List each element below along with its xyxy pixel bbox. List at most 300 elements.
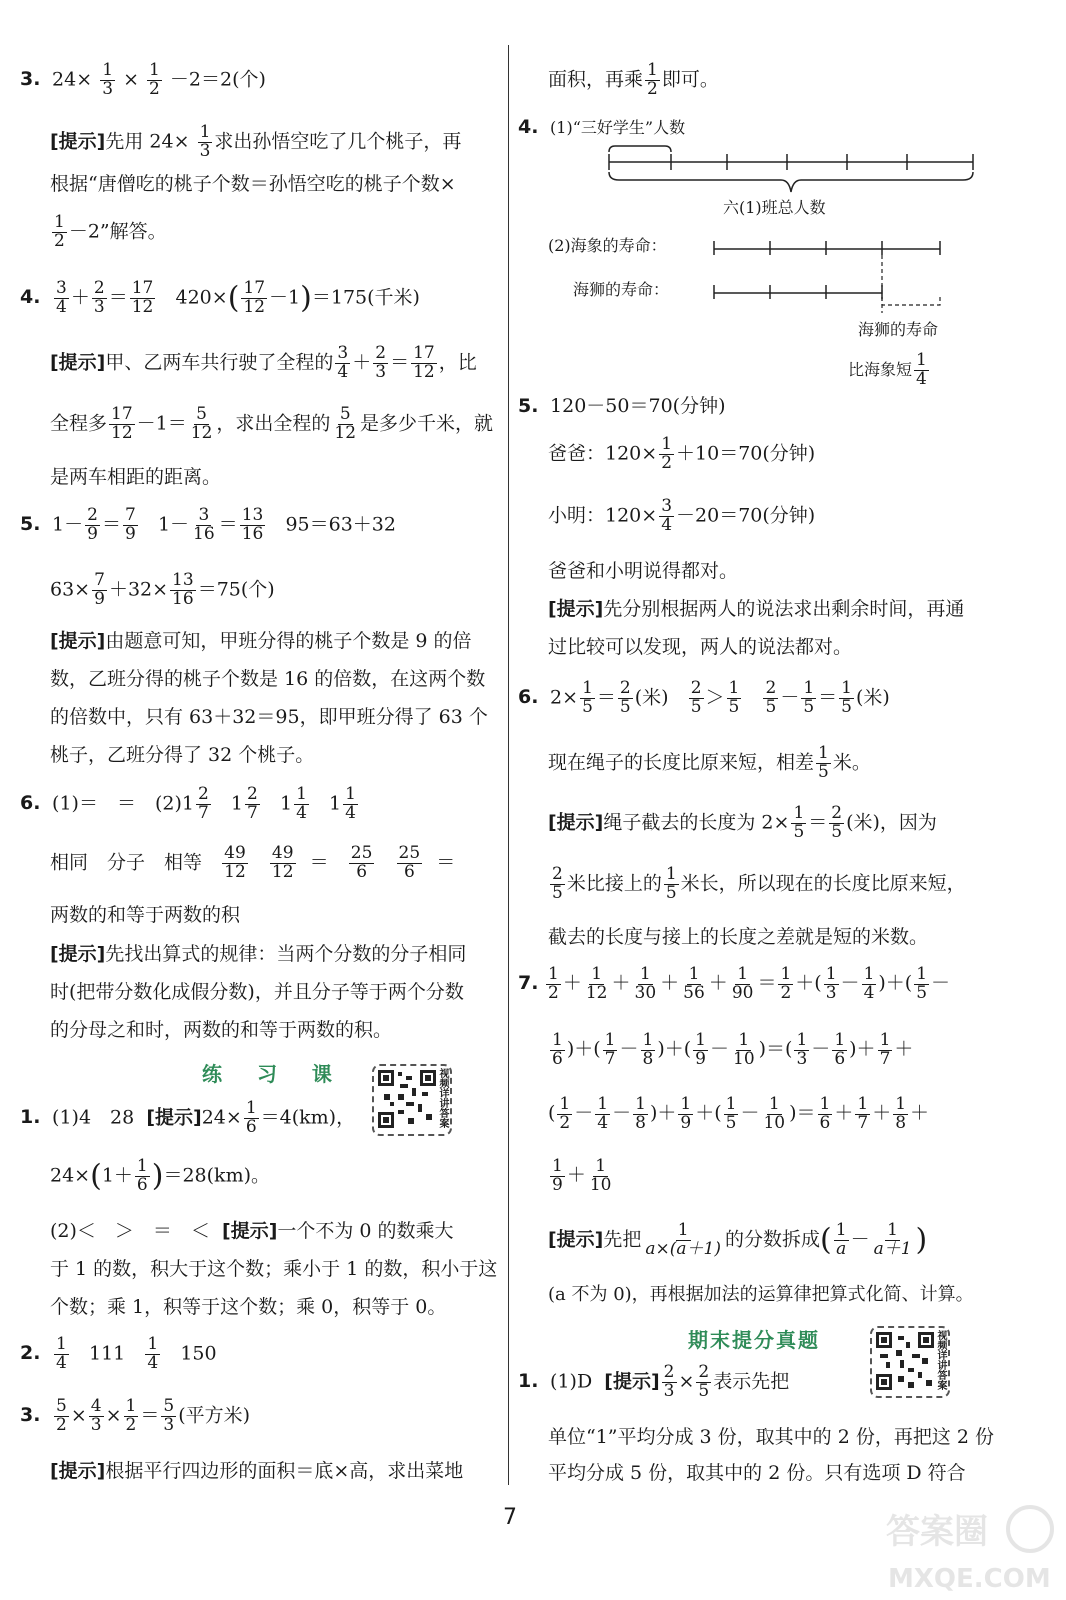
fraction: [109, 406, 135, 443]
fraction: [92, 280, 107, 317]
fraction: [222, 845, 248, 882]
num: 1: [647, 60, 658, 80]
num: 2: [690, 678, 702, 698]
num: 7: [124, 505, 136, 525]
operator-text: (: [548, 1102, 556, 1125]
num: 1: [725, 1094, 737, 1114]
tip-label: [提示]: [50, 351, 106, 374]
den: a＋1: [873, 1238, 912, 1259]
text: 相同 分子 相等: [50, 851, 203, 874]
fraction: [693, 1032, 708, 1069]
q4-tip-line1: [20, 345, 477, 382]
r-q6-number: 6.: [518, 686, 539, 709]
den: 4: [863, 982, 875, 1003]
q3-tip-line3: [20, 214, 167, 251]
den: 3: [663, 1380, 675, 1401]
practice-q1-line5: 个数；乘 1，积等于这个数；乘 0，积等于 0。: [50, 1296, 447, 1318]
practice-q2-line: [20, 1336, 217, 1373]
fraction: [245, 786, 260, 823]
fraction: [633, 966, 659, 1003]
den: 30: [634, 982, 657, 1003]
paren: ): [300, 280, 312, 316]
r-q7-number: 7.: [518, 972, 539, 995]
text: 先把: [603, 1228, 642, 1251]
final-q1-line: [518, 1364, 789, 1401]
practice-q1-line4: 于 1 的数，积大于这个数；乘小于 1 的数，积小于这: [50, 1258, 498, 1280]
den: 9: [680, 1112, 692, 1133]
den: 8: [642, 1048, 654, 1069]
fraction: [124, 1398, 139, 1435]
den: 3: [102, 78, 114, 99]
r-q4-line: [518, 118, 685, 137]
operator-text: －: [740, 1102, 760, 1125]
final-q1-number: 1.: [518, 1370, 539, 1393]
num: 1: [803, 678, 815, 698]
den: 5: [728, 696, 740, 717]
operator-text: )＝: [789, 1102, 816, 1125]
expression: [548, 1094, 930, 1133]
fraction: [145, 1336, 160, 1373]
text: 2×: [550, 686, 579, 709]
fraction: [85, 507, 100, 544]
den: 5: [552, 882, 563, 903]
num: 5: [163, 1396, 175, 1416]
qr-code-icon: [378, 1070, 436, 1128]
text: 1－: [52, 513, 84, 536]
den: 12: [190, 422, 213, 443]
fraction: [618, 680, 633, 717]
text: 根据平行四边形的面积＝底×高，求出菜地: [105, 1460, 464, 1482]
fraction: [161, 1398, 176, 1435]
fraction: [546, 966, 561, 1003]
text: ＝: [596, 686, 616, 709]
brace-bottom: [609, 172, 973, 192]
text: (米)，因为: [846, 811, 937, 834]
text: 爸爸：120×: [548, 442, 658, 465]
watermark-logo: [880, 1495, 1056, 1595]
fraction: [681, 966, 707, 1003]
text: 24×: [52, 68, 93, 91]
fraction: [662, 1364, 677, 1401]
den: 5: [793, 821, 805, 842]
num: 1: [102, 60, 114, 80]
num: 1: [345, 784, 356, 804]
num: 1: [54, 212, 65, 232]
fraction: [294, 786, 309, 823]
den: a: [836, 1238, 847, 1259]
num: 1: [819, 1094, 831, 1114]
paren: (: [90, 1158, 102, 1194]
den: 5: [831, 821, 843, 842]
num: 1: [916, 964, 928, 984]
den: 4: [296, 802, 307, 823]
column-divider: [508, 45, 509, 1485]
num: 2: [87, 505, 98, 525]
den: 9: [552, 1174, 563, 1195]
fraction: [397, 845, 423, 882]
text: ，比: [438, 351, 477, 374]
fraction: [778, 966, 793, 1003]
text: 比海象短: [848, 359, 913, 379]
den: 16: [172, 588, 194, 609]
fraction: [54, 1398, 69, 1435]
tip-label: [提示]: [50, 943, 106, 965]
num: 49: [271, 843, 294, 863]
num: 1: [665, 864, 677, 884]
final-q1-line3: 平均分成 5 份，取其中的 2 份。只有选项 D 符合: [548, 1462, 966, 1484]
watermark-url: MXQE.COM: [888, 1564, 1051, 1594]
q5-tip-line1: [20, 632, 472, 651]
fraction: [595, 1096, 610, 1133]
den: 2: [149, 78, 160, 99]
num: 1: [835, 1220, 847, 1240]
num: 25: [350, 843, 373, 863]
fraction: [801, 680, 816, 717]
text: 米。: [832, 751, 871, 774]
r-q6-tip-line3: 截去的长度与接上的长度之差就是短的米数。: [548, 926, 929, 948]
fraction: [872, 1222, 914, 1259]
fraction: [92, 572, 107, 609]
num: 1: [661, 434, 673, 454]
q3-tip-line2: 根据“唐僧吃的桃子个数＝孙悟空吃的桃子个数×: [50, 173, 456, 195]
q6-tip-line3: 的分母之和时，两数的和等于两数的积。: [50, 1019, 393, 1041]
operator-text: ＋: [872, 1102, 892, 1125]
fraction: [135, 1158, 150, 1195]
num: 1: [559, 1094, 571, 1114]
num: 17: [111, 404, 133, 424]
text: 420×: [175, 286, 228, 309]
q5-tip-line2: 数，乙班分得的桃子个数是 16 的倍数，在这两个数: [50, 668, 486, 690]
sealion-note-line1: 海狮的寿命: [858, 320, 939, 339]
num: 17: [413, 343, 435, 363]
num: 13: [172, 570, 194, 590]
operator-text: ＋: [910, 1102, 930, 1125]
num: 1: [796, 1030, 808, 1050]
operator-text: )＋(: [657, 1038, 692, 1061]
r-q5-line4: 爸爸和小明说得都对。: [548, 560, 739, 582]
r-q7-line2: [518, 1032, 913, 1069]
operator-text: －: [840, 972, 860, 995]
operator-text: ＋(: [695, 1102, 722, 1125]
operator-text: ＋: [566, 1164, 586, 1187]
practice-q3-number: 3.: [20, 1404, 41, 1427]
fraction: [603, 1032, 618, 1069]
den: 7: [247, 802, 258, 823]
text: 表示先把: [713, 1370, 790, 1393]
den: 6: [356, 861, 368, 882]
operator-text: －: [574, 1102, 594, 1125]
num: 2: [375, 343, 387, 363]
fraction: [834, 1222, 849, 1259]
brace-top: [609, 146, 671, 152]
tip-label: [提示]: [548, 598, 604, 620]
fraction: [130, 280, 156, 317]
num: 1: [642, 1030, 654, 1050]
fraction: [349, 845, 375, 882]
den: 3: [199, 140, 211, 161]
text: 先用 24×: [105, 130, 190, 153]
q5-tip-line4: 桃子，乙班分得了 32 个桃子。: [50, 744, 315, 766]
num: 1: [738, 1030, 750, 1050]
den: 6: [552, 1048, 563, 1069]
text: 即可。: [661, 68, 719, 91]
dashed-bracket: [882, 297, 940, 305]
sealion-note-line2: [848, 352, 931, 389]
r-q7-tip-line1: [518, 1222, 927, 1259]
text: 先找出算式的规律：当两个分数的分子相同: [105, 943, 467, 965]
den: 9: [695, 1048, 706, 1069]
r-q7-line3: [518, 1096, 929, 1133]
text: ＝: [140, 1404, 160, 1427]
sealion-label: 海狮的寿命：: [573, 280, 670, 299]
num: 3: [198, 505, 210, 525]
paren: (: [820, 1222, 832, 1258]
num: 1: [793, 803, 805, 823]
fraction: [588, 1158, 614, 1195]
r-q6-line: [518, 680, 890, 717]
num: 3: [661, 496, 673, 516]
text: 的分数拆成: [725, 1228, 821, 1251]
practice-q1-number: 1.: [20, 1106, 41, 1129]
den: 9: [124, 523, 136, 544]
num: 1: [680, 1094, 692, 1114]
num: 1: [548, 964, 559, 984]
paren: (: [227, 280, 240, 316]
text: ＋32×: [108, 578, 169, 601]
den: 4: [661, 514, 673, 535]
den: 3: [825, 982, 837, 1003]
num: 17: [243, 278, 266, 298]
fraction: [832, 1032, 847, 1069]
operator-text: －: [709, 1038, 729, 1061]
text: 现在绳子的长度比原来短，相差: [548, 751, 815, 774]
num: 4: [90, 1396, 102, 1416]
num: 1: [125, 1396, 137, 1416]
text: －2”解答。: [68, 220, 167, 243]
fraction: [240, 507, 266, 544]
text: 63×: [50, 578, 91, 601]
num: 3: [337, 343, 349, 363]
den: 90: [731, 982, 754, 1003]
r-q7-tip-line2: (a 不为 0)，再根据加法的运算律把算式化简、计算。: [548, 1284, 974, 1305]
num: 1: [552, 1156, 563, 1176]
den: 2: [54, 230, 65, 251]
r-q5-tip-line2: 过比较可以发现，两人的说法都对。: [548, 636, 853, 658]
watermark-text: 答案圈: [886, 1512, 988, 1552]
qr-label: 视频详讲答案: [437, 1068, 448, 1128]
den: 5: [803, 696, 815, 717]
den: 3: [93, 296, 105, 317]
fraction: [550, 1032, 565, 1069]
practice-q3-tip: [20, 1462, 463, 1481]
fraction: [147, 62, 162, 99]
fraction: [550, 866, 565, 903]
fraction: [659, 498, 674, 535]
fraction: [123, 507, 138, 544]
num: 1: [677, 1220, 689, 1240]
num: 2: [197, 784, 209, 804]
den: 10: [589, 1174, 612, 1195]
tip-label: [提示]: [50, 130, 106, 153]
tip-label: [提示]: [604, 1370, 660, 1393]
r-q7-line1: [518, 966, 950, 1003]
text: －2＝2(个): [169, 68, 266, 91]
q4-line: [20, 280, 420, 317]
num: 25: [398, 843, 421, 863]
fraction: [54, 280, 69, 317]
den: 9: [94, 588, 105, 609]
den: 4: [597, 1112, 609, 1133]
text: 一个不为 0 的数乘大: [277, 1220, 454, 1242]
text: (1)“三好学生”人数: [550, 118, 686, 137]
class-total-diagram: [603, 140, 983, 202]
qr-code-final[interactable]: [870, 1326, 950, 1398]
num: 2: [619, 678, 631, 698]
text: －20＝70(分钟): [676, 504, 816, 527]
fraction: [270, 845, 296, 882]
r-q5-tip-line1: [518, 600, 964, 619]
fraction: [244, 1100, 259, 1137]
fraction: [196, 786, 211, 823]
fraction: [761, 1096, 787, 1133]
practice-q1-line: [20, 1100, 355, 1137]
r-q6-tip-line2: [518, 866, 966, 903]
num: 3: [56, 278, 67, 298]
num: 1: [728, 678, 740, 698]
text: 绳子截去的长度为 2×: [603, 811, 790, 834]
operator-text: )＋(: [878, 972, 913, 995]
den: 3: [90, 1414, 102, 1435]
text: －: [850, 1228, 870, 1251]
text: 24×: [50, 1164, 91, 1187]
den: 12: [585, 982, 608, 1003]
num: 1: [768, 1094, 780, 1114]
text: (米): [856, 686, 890, 709]
den: 4: [147, 1352, 159, 1373]
den: 5: [665, 882, 677, 903]
r-q5-line: [518, 397, 726, 416]
expression: [544, 964, 951, 1003]
text: (1)＝ ＝ (2)1: [52, 792, 194, 815]
fraction: [862, 966, 877, 1003]
fraction: [678, 1096, 693, 1133]
q6-line3: 两数的和等于两数的积: [50, 904, 241, 926]
q6-number: 6.: [20, 792, 41, 815]
fraction: [878, 1032, 893, 1069]
num: 1: [56, 1334, 67, 1354]
num: 1: [895, 1094, 907, 1114]
den: 2: [548, 982, 559, 1003]
fraction: [696, 1364, 711, 1401]
den: 7: [879, 1048, 891, 1069]
num: 5: [56, 1396, 67, 1416]
q3-tip-line1: [20, 124, 461, 161]
text: (1)D: [550, 1370, 593, 1393]
text: (2)＜ ＞ ＝ ＜: [50, 1220, 210, 1242]
num: 1: [245, 1098, 257, 1118]
den: 8: [895, 1112, 907, 1133]
practice-q1-line2: [20, 1158, 270, 1195]
text: 1＋: [101, 1164, 133, 1187]
num: 1: [149, 60, 160, 80]
r-q6-line2: [518, 745, 871, 782]
paren: ): [915, 1222, 928, 1258]
expression: [548, 1156, 615, 1195]
page-number: 7: [503, 1505, 517, 1530]
text: 米长，所以现在的长度比原来短，: [680, 872, 966, 895]
num: 1: [825, 964, 837, 984]
num: 1: [834, 1030, 846, 1050]
fraction: [191, 507, 217, 544]
q5-number: 5.: [20, 513, 41, 536]
num: 2: [93, 278, 105, 298]
den: 7: [857, 1112, 869, 1133]
operator-text: ＋: [562, 972, 582, 995]
lifespan-diagram: [708, 235, 948, 315]
num: 2: [663, 1362, 675, 1382]
text: 米比接上的: [566, 872, 662, 895]
text: ＝: [101, 513, 121, 536]
num: 1: [737, 964, 749, 984]
r-q7-line4: [518, 1158, 615, 1195]
text: ＝: [436, 851, 456, 874]
operator-text: )＝(: [758, 1038, 793, 1061]
den: 5: [916, 982, 928, 1003]
text: 1: [230, 792, 244, 815]
fraction: [794, 1032, 809, 1069]
fraction: [818, 1096, 833, 1133]
text: ＝: [309, 851, 329, 874]
den: 4: [56, 296, 67, 317]
r-q4-number: 4.: [518, 116, 539, 138]
final-q1-line2: 单位“1”平均分成 3 份，取其中的 2 份，再把这 2 份: [548, 1426, 995, 1448]
den: 12: [271, 861, 294, 882]
r-q5-number: 5.: [518, 395, 539, 417]
text: ＋: [352, 351, 372, 374]
num: 1: [552, 1030, 563, 1050]
den: 7: [604, 1048, 616, 1069]
text: 面积，再乘: [548, 68, 644, 91]
section-title-final: 期末提分真题: [688, 1328, 820, 1352]
text: ＝28(km)。: [163, 1164, 271, 1187]
text: 120－50＝70(分钟): [550, 395, 726, 417]
num: 17: [131, 278, 154, 298]
fraction: [727, 680, 742, 717]
den: 6: [136, 1174, 148, 1195]
q3-line: [20, 62, 266, 99]
operator-text: ＋: [834, 1102, 854, 1125]
den: 5: [765, 696, 777, 717]
den: 6: [834, 1048, 846, 1069]
qr-code-practice[interactable]: [372, 1064, 452, 1136]
den: 4: [345, 802, 356, 823]
fraction: [730, 966, 756, 1003]
num: 1: [688, 964, 700, 984]
den: 16: [241, 523, 264, 544]
practice-q1-line3: [20, 1222, 454, 1241]
tip-label: [提示]: [222, 1220, 278, 1242]
text: ＝4(km)，: [260, 1106, 356, 1129]
q4-number: 4.: [20, 286, 41, 309]
text: ×: [70, 1404, 87, 1427]
num: 1: [582, 678, 593, 698]
operator-text: －: [931, 972, 951, 995]
num: 1: [604, 1030, 616, 1050]
q5-line2: [20, 572, 275, 609]
fraction: [763, 680, 778, 717]
operator-text: )＋: [849, 1038, 876, 1061]
fraction: [198, 124, 213, 161]
